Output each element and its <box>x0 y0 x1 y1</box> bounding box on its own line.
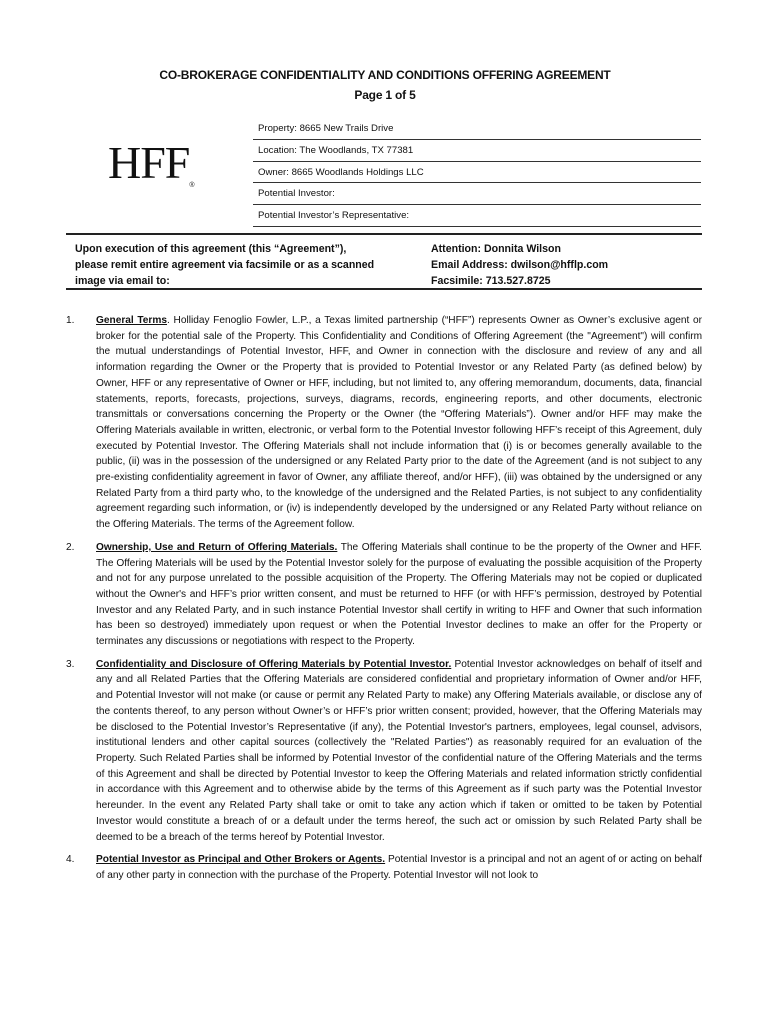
email-line: Email Address: dwilson@hfflp.com <box>431 259 609 271</box>
section-principal <box>66 852 702 883</box>
section-body: Potential Investor is a principal and not an agent of or acting on behalf of any other party in connection with the purchase of the Property. Potential Investor will not look to <box>96 854 702 881</box>
remit-instructions-box <box>66 233 702 290</box>
section-heading-suffix: . <box>167 315 170 326</box>
remit-line: Upon execution of this agreement (this “Agreement”), <box>75 243 347 255</box>
attention-line: Attention: Donnita Wilson <box>431 243 561 255</box>
contact-info <box>431 241 691 289</box>
section-number: 1. <box>66 315 75 326</box>
section-confidentiality <box>66 657 702 845</box>
agreement-sections <box>66 313 702 891</box>
section-number: 2. <box>66 541 75 553</box>
property-field: Property: 8665 New Trails Drive <box>253 118 701 140</box>
page-number: Page 1 of 5 <box>354 88 416 102</box>
section-ownership <box>66 540 702 650</box>
potential-investor-field: Potential Investor: <box>253 183 701 205</box>
section-number: 4. <box>66 854 75 866</box>
registered-mark: ® <box>189 182 195 189</box>
section-heading: Potential Investor as Principal and Other Brokers or Agents. <box>96 854 386 866</box>
section-heading: Confidentiality and Disclosure of Offering Materials by Potential Investor. <box>96 658 452 670</box>
owner-field: Owner: 8665 Woodlands Holdings LLC <box>253 162 701 184</box>
remit-line: image via email to: <box>75 275 170 287</box>
section-general-terms <box>66 313 702 533</box>
section-number: 3. <box>66 658 75 670</box>
remit-line: please remit entire agreement via facsimile or as a scanned <box>75 259 375 271</box>
section-heading: General Terms <box>96 315 168 326</box>
investor-representative-field: Potential Investor’s Representative: <box>253 205 701 227</box>
hff-logo <box>108 136 195 189</box>
section-body: Holliday Fenoglio Fowler, L.P., a Texas limited partnership (“HFF”) represents Owner as Owner’s exclusive agent or broker for the potential sale of the Property. This Confidentiality and Conditions of Offering Agreement (the "Agreement") will confirm the mutual understandings of Potential Investor, HFF, and Owner in connection with the disclosure and review of any and all information regarding the Owner or the Property that is provided to Potential Investor or any Related Party (as defined below) by Owner, HFF or any representative of Owner or HFF, including, but not limited to, any offering memorandum, documents, data, financial statements, reports, forecasts, projections, surveys, diagrams, records, engineering reports, and other documents, electronic transmittals or conversations concerning the Property or the Owner (the “Offering Materials”). Owner and/or HFF may make the Offering Materials available in written, electronic, or verbal form to the Potential Investor following HFF’s receipt of this Agreement, duly executed by Potential Investor. The Offering Materials shall not include information that (i) is or becomes generally available to the public, (ii) was in the possession of the undersigned or any Related Party prior to the date of the Agreement (and is not subject to any pre-existing confidentiality agreement in favor of Owner, any affiliate thereof, and/or HFF), (iii) was obtained by the undersigned or any Related Party from a third party who, to the knowledge of the undersigned and the Related Parties, is not subject to any confidentiality agreement regarding such information, or (iv) is independently developed by the undersigned or any Related Party without reliance on the Offering Materials. The terms of the Agreement follow. <box>96 315 702 531</box>
logo-text: HFF <box>108 137 190 188</box>
facsimile-line: Facsimile: 713.527.8725 <box>431 275 551 287</box>
section-body: The Offering Materials shall continue to be the property of the Owner and HFF. The Offering Materials will be used by the Potential Investor solely for the purpose of evaluating the possible acquisition of the Property and not for any purpose unrelated to the possible acquisition of the Property. The Offering Materials may not be copied or duplicated without the Owner's and HFF’s prior written consent, and must be returned to HFF (or with HFF’s permission, destroyed by Potential Investor and any Related Party, and in such instance Potential Investor shall certify in writing to HFF and Owner that such information has been so destroyed) immediately upon request or when the Potential Investor declines to make an offer for the Property or terminates any discussions or negotiations with respect to the Property. <box>96 541 702 648</box>
location-field: Location: The Woodlands, TX 77381 <box>253 140 701 162</box>
property-fields <box>253 118 701 227</box>
remit-instructions <box>75 241 405 289</box>
section-body: Potential Investor acknowledges on behalf of itself and any and all Related Parties that the Offering Materials are considered confidential and proprietary information of Owner and/or HFF, and Potential Investor will not make (or cause or permit any Related Party to make) any Offering Materials available, or disclose any of the contents thereof, to any person without Owner’s or HFF’s prior written consent; provided, however, that the Offering Materials may be disclosed to the Potential Investor’s Representative (if any), the Potential Investor's partners, employees, legal counsel, advisors, institutional lenders and other capital sources (collectively the "Related Parties") as reasonably required for an evaluation of the Property. Such Related Parties shall be informed by Potential Investor of the confidential nature of the Offering Materials and the terms of this Agreement and shall be directed by Potential Investor to keep the Offering Materials and related information strictly confidential in accordance with this Agreement and to otherwise abide by the terms of this Agreement as if such party was the Potential Investor hereunder. In the event any Related Party shall take or omit to take any action which if taken or omitted to be taken by Potential Investor would constitute a breach of or a default under the terms hereof, the such act or omission by such Related Party shall be deemed to be a breach of the terms hereof by Potential Investor. <box>96 658 702 843</box>
section-heading: Ownership, Use and Return of Offering Materials. <box>96 541 338 553</box>
document-title: CO-BROKERAGE CONFIDENTIALITY AND CONDITIONS OFFERING AGREEMENT <box>159 68 611 82</box>
